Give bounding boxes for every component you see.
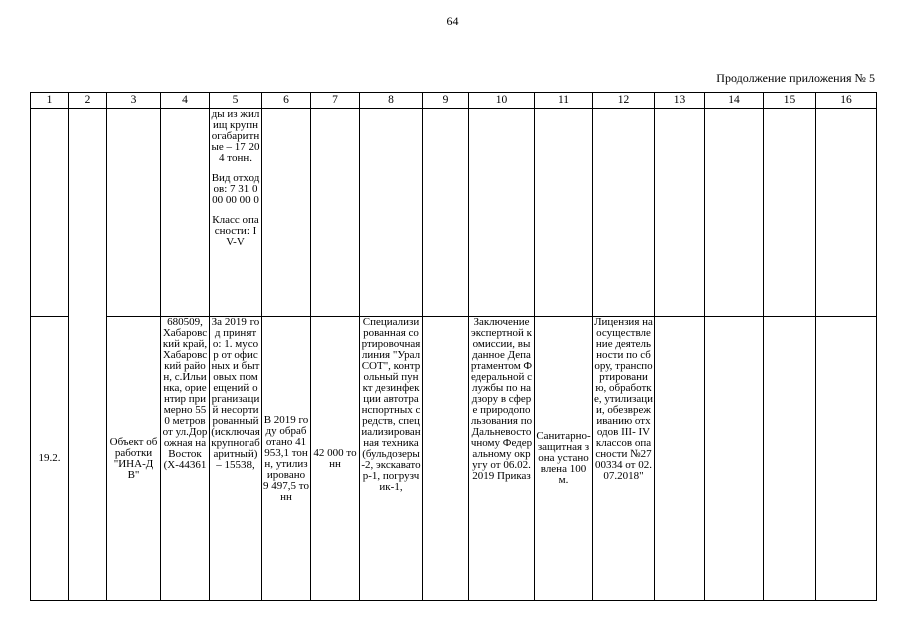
expertise-conclusion (469, 317, 535, 601)
column-number: 12 (593, 93, 655, 109)
column-number: 14 (705, 93, 764, 109)
column-number: 2 (69, 93, 107, 109)
column-number: 5 (210, 93, 262, 109)
column-number: 10 (469, 93, 535, 109)
table-cell (469, 109, 535, 317)
column-number: 9 (423, 93, 469, 109)
column-number: 11 (535, 93, 593, 109)
facility-address-text: 680509, Хабаровский край, Хабаровский район, с.Ильинка, ориентир примерно 550 метров от ул.Дорожная на Восток (X-44361 (162, 317, 208, 471)
table-cell (423, 109, 469, 317)
appendix-table (30, 92, 877, 601)
table-row (31, 317, 877, 601)
column-number: 16 (816, 93, 877, 109)
equipment (360, 317, 423, 601)
page-number: 64 (446, 14, 459, 28)
table-cell (311, 109, 360, 317)
table-cell (816, 317, 877, 601)
column-number: 13 (655, 93, 705, 109)
table-cell (360, 109, 423, 317)
table-cell (31, 109, 69, 317)
column-number: 7 (311, 93, 360, 109)
column-number: 15 (764, 93, 816, 109)
waste-processed: В 2019 году обработано 41 953,1 тонн, утилизировано 9 497,5 тонн (262, 317, 311, 601)
table-cell (535, 109, 593, 317)
table-cell (655, 317, 705, 601)
table-cell (69, 109, 107, 601)
facility-address (161, 317, 210, 601)
hazard-class-text: Класс опасности: IV-V (212, 214, 259, 248)
table-cell (816, 109, 877, 317)
table-cell (705, 317, 764, 601)
waste-accepted (210, 317, 262, 601)
waste-details-text: ды из жилищ крупногабаритные – 17 204 тонн. (211, 108, 260, 164)
table-row (31, 109, 877, 317)
continuation-label: Продолжение приложения № 5 (716, 71, 875, 85)
table-cell (593, 109, 655, 317)
expertise-conclusion-text: Заключение экспертной комиссии, выданное Департаментом Федеральной службы по надзору в сфере природопользования по Дальневосточному Федеральному округу от 06.02.2019 Приказ (470, 317, 533, 482)
table-cell (655, 109, 705, 317)
column-number: 4 (161, 93, 210, 109)
waste-details-cell (210, 109, 262, 317)
waste-code-text: Вид отходов: 7 31 000 00 00 0 (211, 172, 260, 206)
column-number: 1 (31, 93, 69, 109)
facility-name: Объект обработки "ИНА-ДВ" (107, 317, 161, 601)
design-capacity: 42 000 тонн (311, 317, 360, 601)
waste-accepted-text: За 2019 год принято: 1. мусор от офисных и бытовых помещений организаций несортированный (исключая крупногабаритный) – 15538, (211, 317, 260, 471)
license (593, 317, 655, 601)
license-text: Лицензия на осуществление деятельности по сбору, транспортированию, обработке, утилизации, обезвреживанию отходов III- IV классов опасности №27 00334 от 02.07.2018" (594, 317, 653, 482)
column-number: 6 (262, 93, 311, 109)
row-number: 19.2. (31, 317, 69, 601)
column-number: 3 (107, 93, 161, 109)
column-number-row (31, 93, 877, 109)
table-cell (423, 317, 469, 601)
sanitary-zone: Санитарно-защитная зона установлена 100м. (535, 317, 593, 601)
table-cell (705, 109, 764, 317)
table-cell (161, 109, 210, 317)
table-cell (764, 317, 816, 601)
table-cell (262, 109, 311, 317)
table-cell (764, 109, 816, 317)
column-number: 8 (360, 93, 423, 109)
table-cell (107, 109, 161, 317)
equipment-text: Специализированная сортировочная линия "Урал СОТ", контрольный пункт дезинфекции автотранспортных средств, специализированная техника (бульдозеры-2, экскаватор-1, погрузчик-1, (361, 317, 421, 493)
